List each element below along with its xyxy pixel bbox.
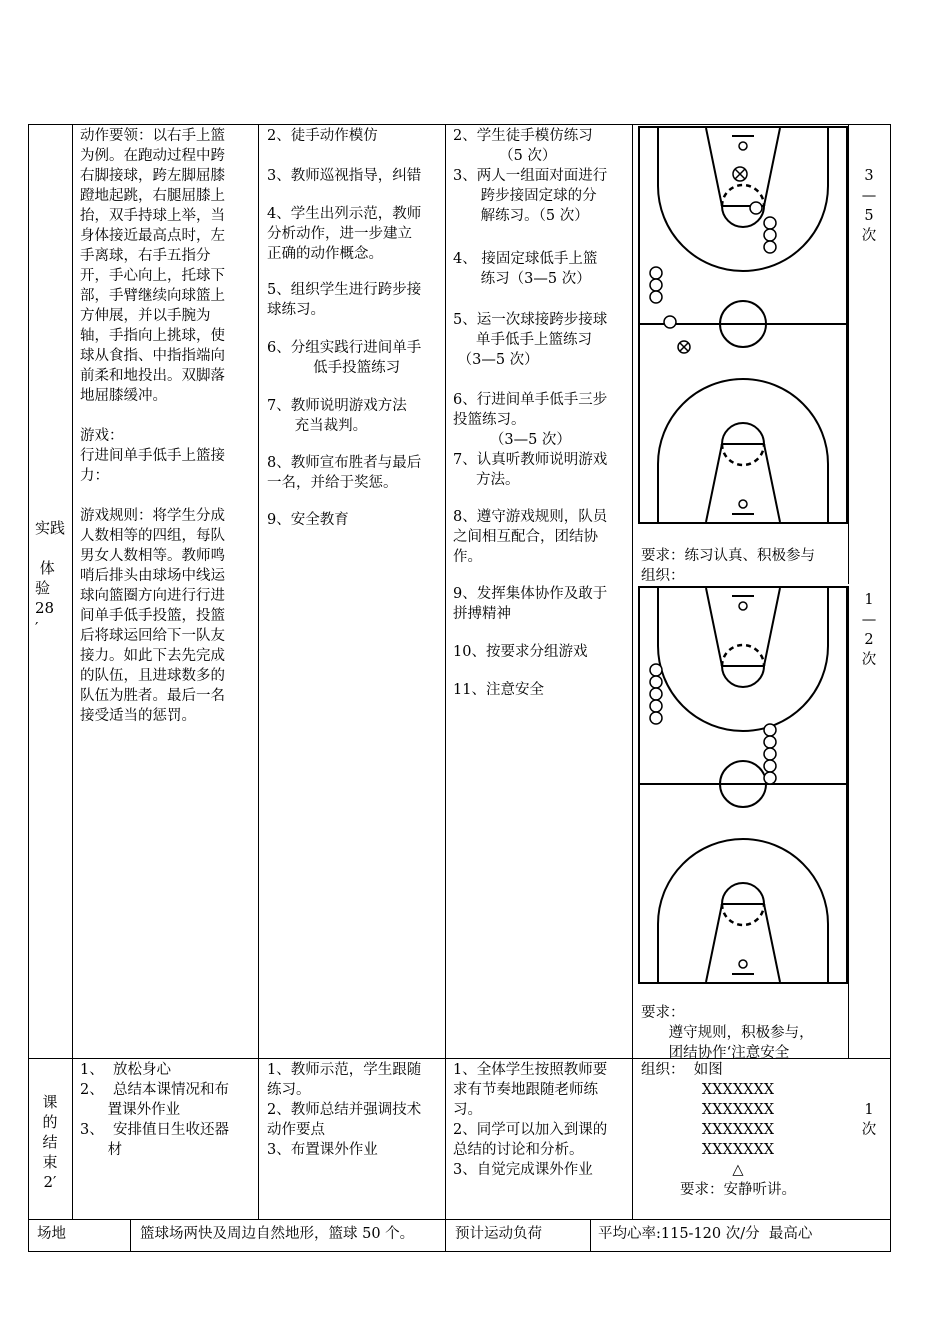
student-item: 2、学生徒手模仿练习 （5 次） (453, 128, 593, 164)
col-divider-1 (72, 124, 73, 1219)
ending-organization (638, 1060, 846, 1216)
table-top-border (28, 124, 891, 125)
formation-row: XXXXXXX (701, 1082, 775, 1098)
student-item: 6、行进间单手低手三步 投篮练习。 （3—5 次） (453, 392, 608, 448)
ending-content: 1、 放松身心 2、 总结本课情况和布 置课外作业 3、 安排值日生收还器 材 (80, 1062, 229, 1158)
ending-teacher: 1、教师示范，学生跟随 练习。 2、教师总结并强调技术 动作要点 3、布置课外作业 (267, 1062, 422, 1158)
student-item: 7、认真听教师说明游戏 方法。 (453, 452, 608, 488)
teacher-item: 2、徒手动作模仿 (267, 128, 378, 144)
teacher-item: 9、安全教育 (267, 512, 349, 528)
formation-row: XXXXXXX (701, 1102, 775, 1118)
ending-student: 1、全体学生按照教师要 求有节奏地跟随老师练 习。 2、同学可以加入到课的 总结的讨论和分析。 3、自觉完成课外作业 (453, 1062, 608, 1178)
table-right-border (890, 124, 891, 1252)
footer-divider-2 (590, 1219, 591, 1252)
row-divider-footer (28, 1219, 891, 1220)
formation-row: XXXXXXX (701, 1122, 775, 1138)
teacher-item: 4、学生出列示范，教师 分析动作，进一步建立 正确的动作概念。 (267, 206, 422, 262)
court-diagram-1 (638, 126, 848, 524)
court-diagram-2 (638, 586, 848, 984)
venue-label: 场地 (37, 1226, 66, 1242)
ending-phase-label: 课 的 结 束 2′ (42, 1093, 58, 1191)
col-divider-5 (848, 124, 849, 584)
student-item: 5、运一次球接跨步接球 单手低手上篮练习 （3—5 次） (453, 312, 608, 368)
col-divider-5b (848, 586, 849, 1058)
teacher-item: 6、分组实践行进间单手 低手投篮练习 (267, 340, 422, 376)
org-label: 组织： 如图 (641, 1062, 723, 1078)
student-item: 4、 接固定球低手上篮 练习（3—5 次） (453, 251, 598, 287)
practice-count-1: 3 — 5 次 (861, 168, 877, 244)
footer-divider-1 (130, 1219, 131, 1252)
student-item: 3、两人一组面对面进行 跨步接固定球的分 解练习。（5 次） (453, 168, 608, 224)
court-drawing (640, 128, 846, 522)
venue-value: 篮球场两快及周边自然地形，篮球 50 个。 (140, 1226, 415, 1242)
student-item: 10、按要求分组游戏 (453, 644, 588, 660)
ending-requirement: 要求：安静听讲。 (680, 1182, 796, 1198)
table-left-border (28, 124, 29, 1252)
student-item: 8、遵守游戏规则，队员 之间相互配合，团结协 作。 (453, 509, 608, 565)
practice-content: 动作要领：以右手上篮 为例。在跑动过程中跨 右脚接球，跨左脚屈膝 蹬地起跳，右腿屈膝上 抬，双手持球上举，当 身体接近最高点时，左 手离球，右手五指分 开，手心向上，托球下 部，手臂继续向球篮上 方伸展，并以手腕为 轴，手指向上挑球，使 球从食指、中指指端向 前柔和地投出。双脚落 地屈膝缓冲。 游戏： 行进间单手低手上篮接 力： 游戏规则：将学生分成 人数相等的四组，每队 男女人数相等。教师鸣 哨后排头由球场中线运 球向篮圈方向进行行进 间单手低手投篮，投篮 后将球运回给下一队友 接力。如此下去先完成 的队伍，且进球数多的 队伍为胜者。最后一名 接受适当的惩罚。 (80, 128, 225, 724)
court-drawing (640, 588, 846, 982)
formation-row: XXXXXXX (701, 1142, 775, 1158)
practice-requirement-2: 要求： 遵守规则，积极参与， 团结协作‘注意安全 (641, 1005, 814, 1061)
student-item: 11、注意安全 (453, 682, 544, 698)
table-bottom-border (28, 1251, 891, 1252)
ending-count: 1 次 (861, 1102, 877, 1138)
teacher-position-mark: △ (732, 1162, 744, 1178)
load-label: 预计运动负荷 (455, 1226, 542, 1242)
practice-count-2: 1 — 2 次 (861, 592, 877, 668)
teacher-item: 3、教师巡视指导，纠错 (267, 168, 422, 184)
load-value: 平均心率:115-120 次/分 最高心 (598, 1226, 813, 1242)
teacher-item: 5、组织学生进行跨步接 球练习。 (267, 282, 422, 318)
practice-requirement-1: 要求：练习认真、积极参与 组织： (641, 548, 815, 584)
col-divider-2 (258, 124, 259, 1219)
student-item: 9、发挥集体协作及敢于 拼搏精神 (453, 586, 608, 622)
practice-phase-label: 实践 体 验 28 ′ (35, 519, 66, 637)
teacher-item: 7、教师说明游戏方法 充当裁判。 (267, 398, 407, 434)
teacher-item: 8、教师宣布胜者与最后 一名，并给于奖惩。 (267, 455, 422, 491)
